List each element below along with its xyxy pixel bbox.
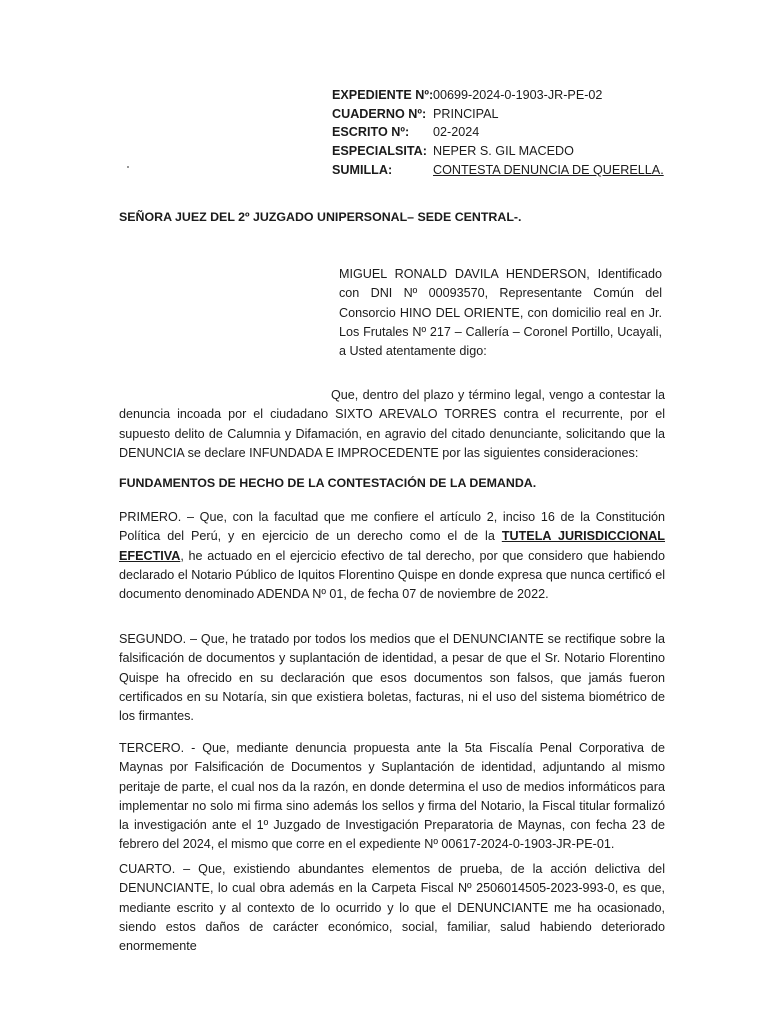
cuaderno-value: PRINCIPAL — [433, 106, 499, 121]
cuaderno-label: CUADERNO Nº: — [332, 106, 427, 121]
escrito-value: 02-2024 — [433, 125, 480, 140]
case-header — [332, 86, 664, 179]
expediente-label: EXPEDIENTE Nº: — [332, 88, 434, 103]
primero-text-start: PRIMERO. – Que, con la facultad que me confiere el artículo 2, inciso 16 de la Constitución Política del Perú, y en ejercicio de un derecho como el de la — [119, 510, 665, 544]
sumilla-row — [332, 160, 664, 179]
sumilla-label: SUMILLA: — [332, 162, 393, 177]
escrito-row — [332, 123, 664, 142]
especialista-row — [332, 142, 664, 161]
section-title: FUNDAMENTOS DE HECHO DE LA CONTESTACIÓN DE LA DEMANDA. — [119, 476, 537, 490]
especialista-label: ESPECIALSITA: — [332, 144, 427, 159]
escrito-label: ESCRITO Nº: — [332, 125, 410, 140]
expediente-row — [332, 86, 664, 105]
especialista-value: NEPER S. GIL MACEDO — [433, 144, 574, 159]
primero-paragraph — [119, 508, 665, 604]
primero-text-end: , he actuado en el ejercicio efectivo de tal derecho, por que considero que habiendo declarado el Notario Público de Iquitos Florentino Quispe en donde expresa que nunca certificó el documento denominado ADENDA Nº 01, de fecha 07 de noviembre de 2022. — [119, 548, 665, 602]
primero-emphasis: TUTELA JURISDICCIONAL EFECTIVA — [119, 529, 666, 563]
intro-paragraph: MIGUEL RONALD DAVILA HENDERSON, Identificado con DNI Nº 00093570, Representante Común del Consorcio HINO DEL ORIENTE, con domicilio real en Jr. Los Frutales Nº 217 – Callería – Coronel Portillo, Ucayali, a Usted atentamente digo: — [339, 267, 662, 359]
que-paragraph: Que, dentro del plazo y término legal, vengo a contestar la denuncia incoada por el ciudadano SIXTO AREVALO TORRES contra el recurrente, por el supuesto delito de Calumnia y Difamación, en agravio del citado denunciante, solicitando que la DENUNCIA se declare INFUNDADA E IMPROCEDENTE por las siguientes consideraciones: — [119, 388, 665, 460]
cuaderno-row — [332, 105, 664, 124]
cuarto-paragraph: CUARTO. – Que, existiendo abundantes elementos de prueba, de la acción delictiva del DENUNCIANTE, lo cual obra además en la Carpeta Fiscal Nº 2506014505-2023-993-0, es que, mediante escrito y al contexto de lo ocurrido y lo que el DENUNCIANTE me ha ocasionado, siendo estos daños de carácter económico, social, familiar, salud habiendo deteriorado enormemente — [119, 862, 665, 954]
sumilla-value: CONTESTA DENUNCIA DE QUERELLA. — [433, 162, 664, 177]
addressee: SEÑORA JUEZ DEL 2º JUZGADO UNIPERSONAL– SEDE CENTRAL-. — [119, 210, 522, 224]
expediente-value: 00699-2024-0-1903-JR-PE-02 — [433, 88, 603, 103]
tercero-paragraph: TERCERO. - Que, mediante denuncia propuesta ante la 5ta Fiscalía Penal Corporativa de Maynas por Falsificación de Documentos y Suplantación de identidad, adjuntando al mismo peritaje de parte, el cual nos da la razón, en donde determina el uso de medios informáticos para implementar no solo mi firma sino además los sellos y firma del Notario, la Fiscal titular formalizó la investigación ante el 1º Juzgado de Investigación Preparatoria de Maynas, con fecha 23 de febrero del 2024, el mismo que corre en el expediente Nº 00617-2024-0-1903-JR-PE-01. — [119, 741, 665, 852]
scan-speck — [127, 166, 129, 168]
segundo-paragraph: SEGUNDO. – Que, he tratado por todos los medios que el DENUNCIANTE se rectifique sobre la falsificación de documentos y suplantación de identidad, a pesar de que el Sr. Notario Florentino Quispe ha ofrecido en su declaración que esos documentos son falsos, que jamás fueron certificados en su Notaría, sin que existiera boletas, facturas, ni el uso del sistema biométrico de los firmantes. — [119, 632, 665, 724]
